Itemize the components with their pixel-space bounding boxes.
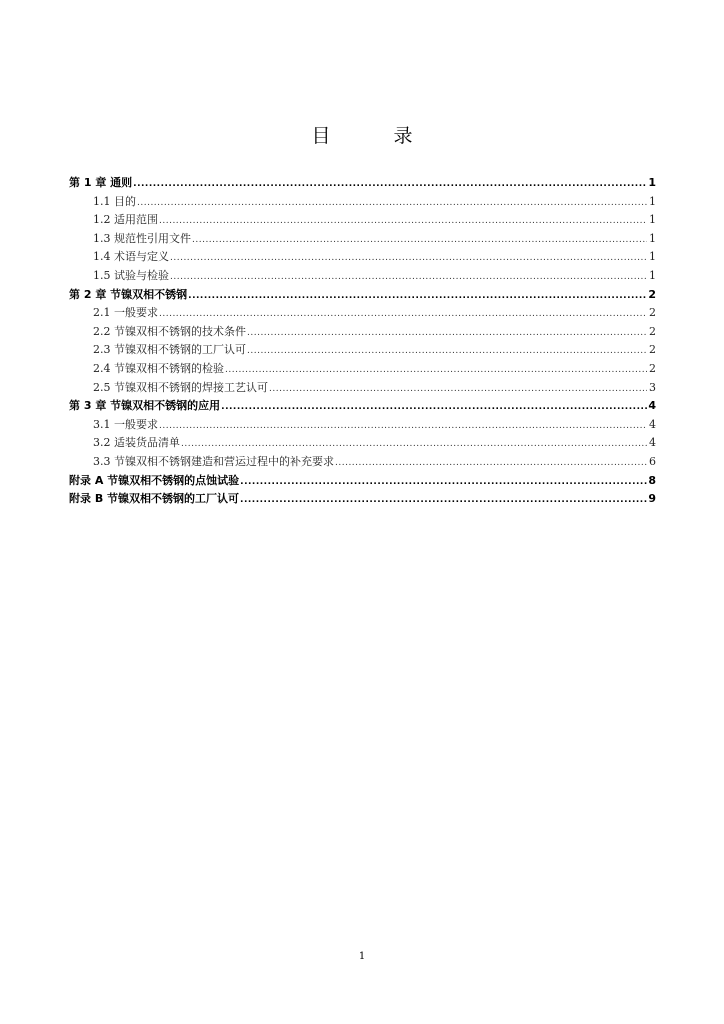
toc-entry-label: 附录 B 节镍双相不锈钢的工厂认可 xyxy=(69,492,240,506)
toc-entry-page-number: 3 xyxy=(649,380,656,394)
toc-entry-label: 2.3 节镍双相不锈钢的工厂认可 xyxy=(93,343,246,357)
toc-entry-page-number: 9 xyxy=(648,492,656,506)
toc-entry-page-number: 4 xyxy=(649,417,656,431)
toc-leader-dots xyxy=(170,268,647,286)
toc-section-entry[interactable] xyxy=(69,341,656,360)
toc-chapter-entry[interactable] xyxy=(69,472,656,491)
toc-entry-label: 附录 A 节镍双相不锈钢的点蚀试验 xyxy=(69,473,240,487)
toc-entry-label: 3.3 节镍双相不锈钢建造和营运过程中的补充要求 xyxy=(93,454,334,468)
toc-entry-page-number: 2 xyxy=(649,343,656,357)
toc-section-entry[interactable] xyxy=(69,379,656,398)
toc-leader-dots xyxy=(181,435,647,453)
toc-entry-label: 第 1 章 通则 xyxy=(69,176,133,189)
toc-leader-dots xyxy=(269,380,647,398)
toc-leader-dots xyxy=(192,231,647,249)
toc-leader-dots xyxy=(188,287,647,305)
toc-entry-label: 1.5 试验与检验 xyxy=(93,268,169,282)
toc-section-entry[interactable] xyxy=(69,453,656,472)
toc-entry-page-number: 1 xyxy=(649,268,656,282)
toc-section-entry[interactable] xyxy=(69,434,656,453)
toc-entry-label: 3.1 一般要求 xyxy=(93,417,158,431)
toc-entry-label: 1.2 适用范围 xyxy=(93,213,158,227)
toc-leader-dots xyxy=(225,361,647,379)
toc-entry-label: 1.4 术语与定义 xyxy=(93,250,169,264)
toc-leader-dots xyxy=(133,175,647,193)
toc-entry-page-number: 1 xyxy=(649,250,656,264)
toc-entry-page-number: 6 xyxy=(649,454,656,468)
table-of-contents xyxy=(69,174,656,509)
toc-chapter-entry[interactable] xyxy=(69,286,656,305)
toc-section-entry[interactable] xyxy=(69,304,656,323)
toc-entry-page-number: 4 xyxy=(648,399,656,413)
toc-leader-dots xyxy=(247,324,647,342)
toc-entry-page-number: 2 xyxy=(648,287,656,301)
toc-entry-page-number: 1 xyxy=(649,231,656,245)
toc-leader-dots xyxy=(335,454,647,472)
toc-entry-label: 1.1 目的 xyxy=(93,194,136,208)
toc-section-entry[interactable] xyxy=(69,416,656,435)
toc-entry-page-number: 8 xyxy=(648,473,656,487)
toc-section-entry[interactable] xyxy=(69,267,656,286)
toc-entry-page-number: 4 xyxy=(649,436,656,450)
toc-entry-label: 3.2 适装货品清单 xyxy=(93,436,180,450)
toc-entry-page-number: 1 xyxy=(649,213,656,227)
toc-section-entry[interactable] xyxy=(69,193,656,212)
toc-entry-label: 1.3 规范性引用文件 xyxy=(93,231,191,245)
toc-entry-page-number: 2 xyxy=(649,306,656,320)
toc-entry-label: 2.4 节镍双相不锈钢的检验 xyxy=(93,361,224,375)
toc-entry-label: 2.1 一般要求 xyxy=(93,306,158,320)
toc-leader-dots xyxy=(247,342,647,360)
toc-section-entry[interactable] xyxy=(69,230,656,249)
toc-leader-dots xyxy=(170,249,647,267)
toc-leader-dots xyxy=(159,212,647,230)
toc-section-entry[interactable] xyxy=(69,360,656,379)
toc-leader-dots xyxy=(159,305,647,323)
toc-entry-page-number: 2 xyxy=(649,324,656,338)
toc-entry-label: 2.5 节镍双相不锈钢的焊接工艺认可 xyxy=(93,380,268,394)
page-title: 目 录 xyxy=(311,125,435,147)
toc-leader-dots xyxy=(159,417,647,435)
toc-section-entry[interactable] xyxy=(69,211,656,230)
toc-entry-label: 2.2 节镍双相不锈钢的技术条件 xyxy=(93,324,246,338)
toc-chapter-entry[interactable] xyxy=(69,397,656,416)
page-number: 1 xyxy=(358,951,366,962)
toc-leader-dots xyxy=(221,398,647,416)
toc-entry-page-number: 1 xyxy=(649,194,656,208)
toc-leader-dots xyxy=(137,194,647,212)
toc-leader-dots xyxy=(240,473,647,491)
toc-entry-label: 第 3 章 节镍双相不锈钢的应用 xyxy=(69,399,221,413)
toc-leader-dots xyxy=(240,491,647,509)
toc-entry-label: 第 2 章 节镍双相不锈钢 xyxy=(69,287,188,301)
toc-chapter-entry[interactable] xyxy=(69,490,656,509)
toc-entry-page-number: 1 xyxy=(648,176,656,189)
toc-chapter-entry[interactable] xyxy=(69,174,656,193)
toc-section-entry[interactable] xyxy=(69,323,656,342)
toc-section-entry[interactable] xyxy=(69,248,656,267)
toc-entry-page-number: 2 xyxy=(649,361,656,375)
